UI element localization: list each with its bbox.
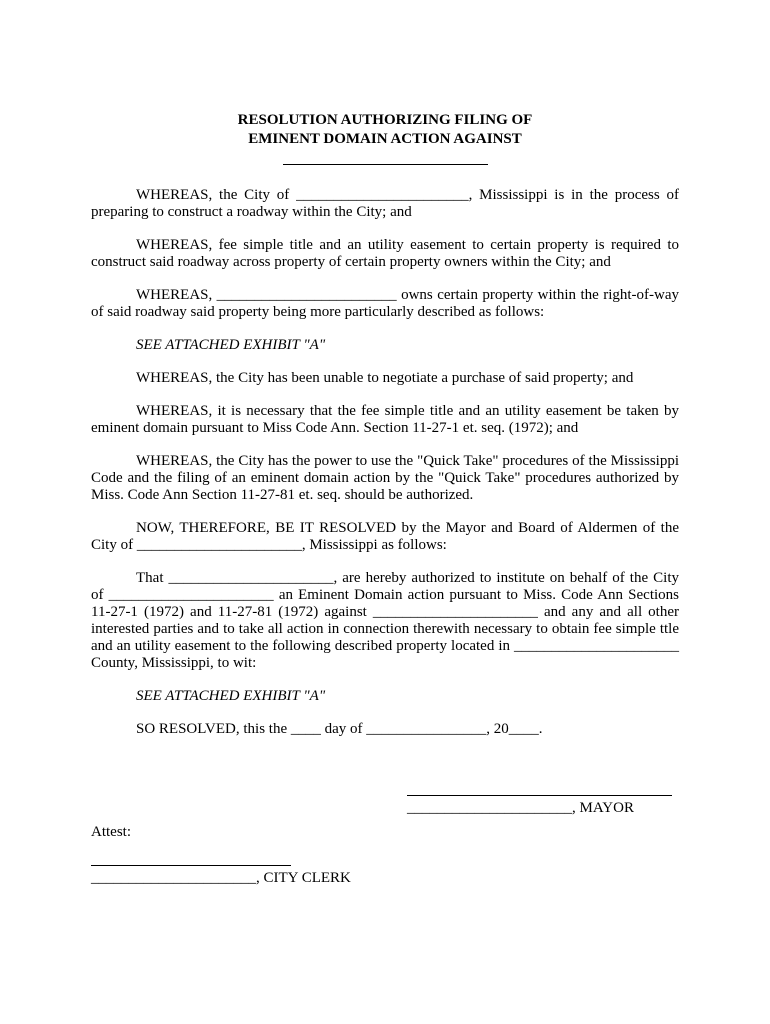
so-resolved-line: SO RESOLVED, this the ____ day of ________________, 20____. [136,721,543,737]
whereas-quick-take-paragraph: WHEREAS, the City has the power to use the "Quick Take" procedures of the Mississippi Code and the filing of an eminent domain action by the "Quick Take" procedures authorized by Miss. Code Ann Section 11-27-81 et. seq. should be authorized. [91,453,679,503]
authorization-paragraph: That ______________________, are hereby authorized to institute on behalf of the City of ______________________ an Eminent Domain action pursuant to Miss. Code Ann Sections 11-27-1 (1972) and 11-27-81 (1972) against ______________________ and any and all other interested parties and to take all action in connection therewith necessary to obtain fee simple ttle and an utility easement to the following described property located in ______________________ County, Mississippi, to wit: [91,570,679,671]
whereas-necessary-paragraph: WHEREAS, it is necessary that the fee simple title and an utility easement be taken by eminent domain pursuant to Miss Code Ann. Section 11-27-1 et. seq. (1972); and [91,403,679,436]
whereas-fee-simple-paragraph: WHEREAS, fee simple title and an utility easement to certain property is required to construct said roadway across property of certain property owners within the City; and [91,237,679,270]
clerk-signature-block [91,865,361,887]
whereas-owner-paragraph: WHEREAS, ________________________ owns certain property within the right-of-way of said roadway said property being more particularly described as follows: [91,287,679,320]
whereas-city-paragraph: WHEREAS, the City of _______________________, Mississippi is in the process of preparing to construct a roadway within the City; and [91,187,679,220]
document-page [91,111,679,738]
mayor-signature-block [407,795,677,817]
exhibit-reference-2: SEE ATTACHED EXHIBIT "A" [136,688,326,704]
clerk-label: ______________________, CITY CLERK [91,870,351,886]
clerk-signature-line [91,865,291,866]
title-line-2: EMINENT DOMAIN ACTION AGAINST [248,131,522,147]
mayor-signature-line [407,795,672,796]
title-blank-line [91,152,679,166]
whereas-negotiate-paragraph: WHEREAS, the City has been unable to negotiate a purchase of said property; and [136,370,634,386]
title-line-1: RESOLUTION AUTHORIZING FILING OF [237,112,533,128]
attest-label: Attest: [91,824,131,840]
exhibit-reference-1: SEE ATTACHED EXHIBIT "A" [136,337,326,353]
now-therefore-paragraph: NOW, THEREFORE, BE IT RESOLVED by the Mayor and Board of Aldermen of the City of ______________________, Mississippi as follows: [91,520,679,553]
mayor-label: ______________________, MAYOR [407,800,634,816]
